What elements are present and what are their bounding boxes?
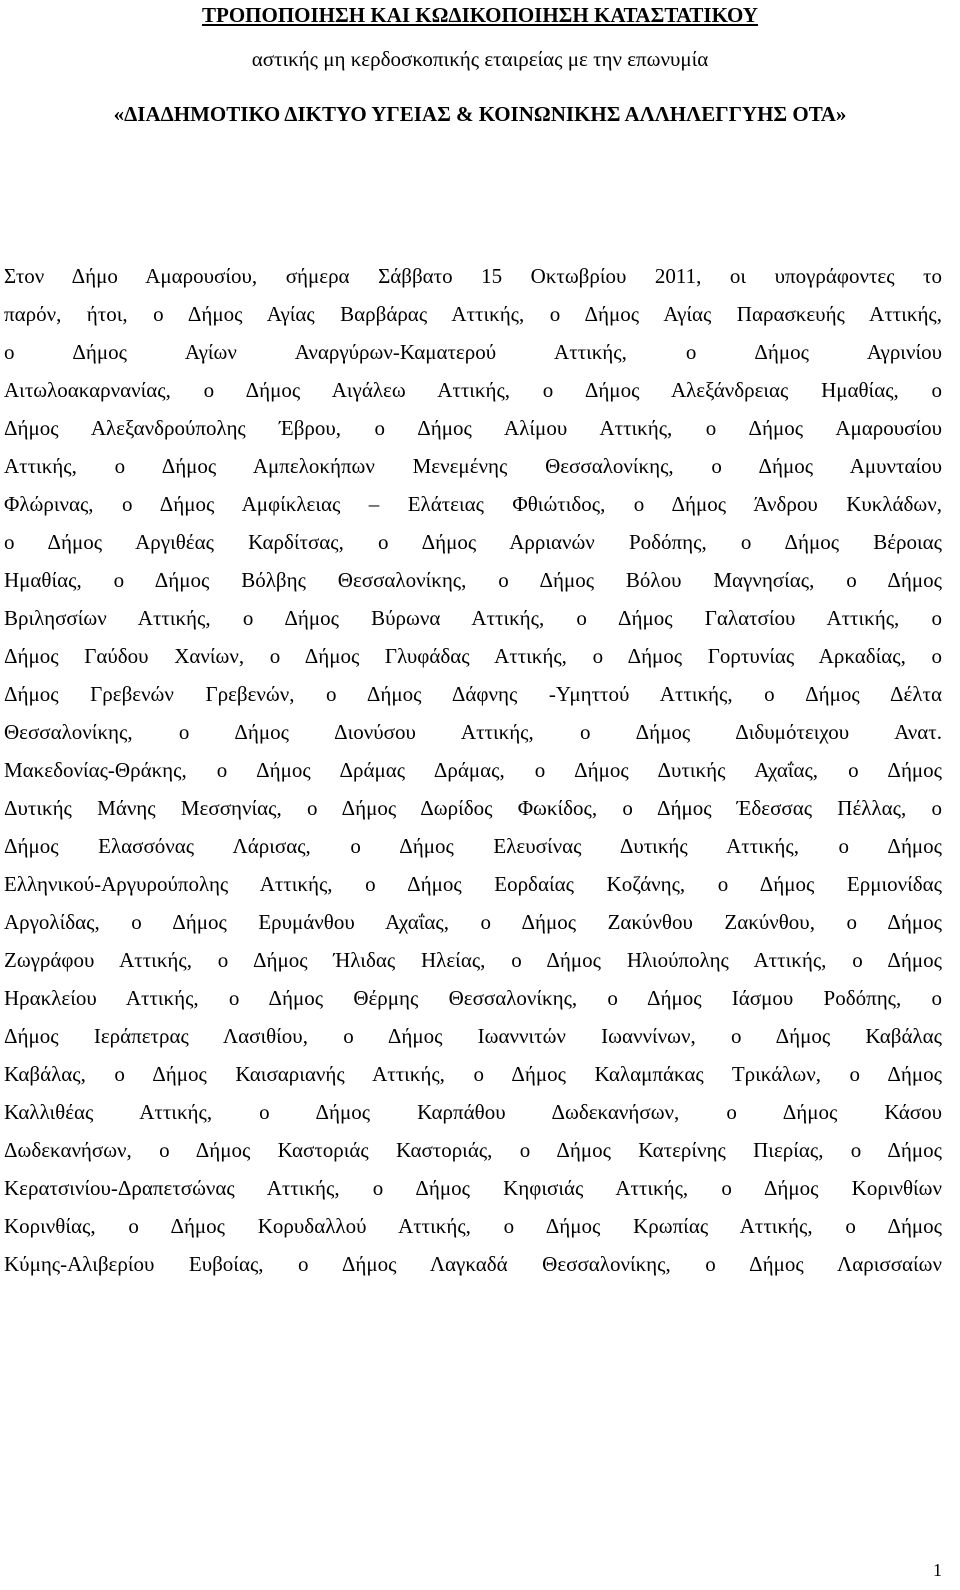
body-line: Ελληνικού-Αργυρούπολης Αττικής, ο Δήμος Εορδαίας Κοζάνης, ο Δήμος Ερμιονίδας bbox=[4, 872, 942, 896]
body-line: Αιτωλοακαρνανίας, ο Δήμος Αιγάλεω Αττικής, ο Δήμος Αλεξάνδρειας Ημαθίας, ο bbox=[4, 378, 942, 402]
body-line: Θεσσαλονίκης, ο Δήμος Διονύσου Αττικής, ο Δήμος Διδυμότειχου Ανατ. bbox=[4, 720, 942, 744]
page-number: 1 bbox=[933, 1560, 942, 1580]
body-line: Κορινθίας, ο Δήμος Κορυδαλλού Αττικής, ο Δήμος Κρωπίας Αττικής, ο Δήμος bbox=[4, 1214, 942, 1238]
body-line: Δήμος Γαύδου Χανίων, ο Δήμος Γλυφάδας Αττικής, ο Δήμος Γορτυνίας Αρκαδίας, ο bbox=[4, 644, 942, 668]
body-paragraph bbox=[4, 257, 942, 1283]
document-subtitle: αστικής μη κερδοσκοπικής εταιρείας με την επωνυμία bbox=[251, 47, 709, 71]
body-line: ο Δήμος Αγίων Αναργύρων-Καματερού Αττικής, ο Δήμος Αγρινίου bbox=[4, 340, 942, 364]
body-line: Δήμος Ιεράπετρας Λασιθίου, ο Δήμος Ιωαννιτών Ιωαννίνων, ο Δήμος Καβάλας bbox=[4, 1024, 942, 1048]
document-title: ΤΡΟΠΟΠΟΙΗΣΗ ΚΑΙ ΚΩΔΙΚΟΠΟΙΗΣΗ ΚΑΤΑΣΤΑΤΙΚΟΥ bbox=[202, 3, 758, 27]
body-line: παρόν, ήτοι, ο Δήμος Αγίας Βαρβάρας Αττικής, ο Δήμος Αγίας Παρασκευής Αττικής, bbox=[4, 302, 942, 326]
body-line: Δωδεκανήσων, ο Δήμος Καστοριάς Καστοριάς, ο Δήμος Κατερίνης Πιερίας, ο Δήμος bbox=[4, 1138, 942, 1162]
body-line: Ηρακλείου Αττικής, ο Δήμος Θέρμης Θεσσαλονίκης, ο Δήμος Ιάσμου Ροδόπης, ο bbox=[4, 986, 942, 1010]
body-line: ο Δήμος Αργιθέας Καρδίτσας, ο Δήμος Αρριανών Ροδόπης, ο Δήμος Βέροιας bbox=[4, 530, 942, 554]
body-line: Φλώρινας, ο Δήμος Αμφίκλειας – Ελάτειας Φθιώτιδος, ο Δήμος Άνδρου Κυκλάδων, bbox=[4, 492, 942, 516]
body-line: Καλλιθέας Αττικής, ο Δήμος Καρπάθου Δωδεκανήσων, ο Δήμος Κάσου bbox=[4, 1100, 942, 1124]
body-line: Κερατσινίου-Δραπετσώνας Αττικής, ο Δήμος Κηφισιάς Αττικής, ο Δήμος Κορινθίων bbox=[4, 1176, 942, 1200]
body-line: Αττικής, ο Δήμος Αμπελοκήπων Μενεμένης Θεσσαλονίκης, ο Δήμος Αμυνταίου bbox=[4, 454, 942, 478]
body-line: Ημαθίας, ο Δήμος Βόλβης Θεσσαλονίκης, ο Δήμος Βόλου Μαγνησίας, ο Δήμος bbox=[4, 568, 942, 592]
body-line: Δήμος Γρεβενών Γρεβενών, ο Δήμος Δάφνης -Υμηττού Αττικής, ο Δήμος Δέλτα bbox=[4, 682, 942, 706]
body-line: Στον Δήμο Αμαρουσίου, σήμερα Σάββατο 15 Οκτωβρίου 2011, οι υπογράφοντες το bbox=[4, 264, 942, 288]
body-line: Δήμος Ελασσόνας Λάρισας, ο Δήμος Ελευσίνας Δυτικής Αττικής, ο Δήμος bbox=[4, 834, 942, 858]
company-name: «ΔΙΑΔΗΜΟΤΙΚΟ ΔΙΚΤΥΟ ΥΓΕΙΑΣ & ΚΟΙΝΩΝΙΚΗΣ ΑΛΛΗΛΕΓΓΥΗΣ ΟΤΑ» bbox=[113, 102, 847, 126]
body-line: Κύμης-Αλιβερίου Ευβοίας, ο Δήμος Λαγκαδά Θεσσαλονίκης, ο Δήμος Λαρισσαίων bbox=[4, 1252, 942, 1276]
body-line: Ζωγράφου Αττικής, ο Δήμος Ήλιδας Ηλείας, ο Δήμος Ηλιούπολης Αττικής, ο Δήμος bbox=[4, 948, 942, 972]
body-line: Δήμος Αλεξανδρούπολης Έβρου, ο Δήμος Αλίμου Αττικής, ο Δήμος Αμαρουσίου bbox=[4, 416, 942, 440]
body-line: Αργολίδας, ο Δήμος Ερυμάνθου Αχαΐας, ο Δήμος Ζακύνθου Ζακύνθου, ο Δήμος bbox=[4, 910, 942, 934]
body-line: Μακεδονίας-Θράκης, ο Δήμος Δράμας Δράμας, ο Δήμος Δυτικής Αχαΐας, ο Δήμος bbox=[4, 758, 942, 782]
body-line: Δυτικής Μάνης Μεσσηνίας, ο Δήμος Δωρίδος Φωκίδος, ο Δήμος Έδεσσας Πέλλας, ο bbox=[4, 796, 942, 820]
body-line: Βριλησσίων Αττικής, ο Δήμος Βύρωνα Αττικής, ο Δήμος Γαλατσίου Αττικής, ο bbox=[4, 606, 942, 630]
body-line: Καβάλας, ο Δήμος Καισαριανής Αττικής, ο Δήμος Καλαμπάκας Τρικάλων, ο Δήμος bbox=[4, 1062, 942, 1086]
